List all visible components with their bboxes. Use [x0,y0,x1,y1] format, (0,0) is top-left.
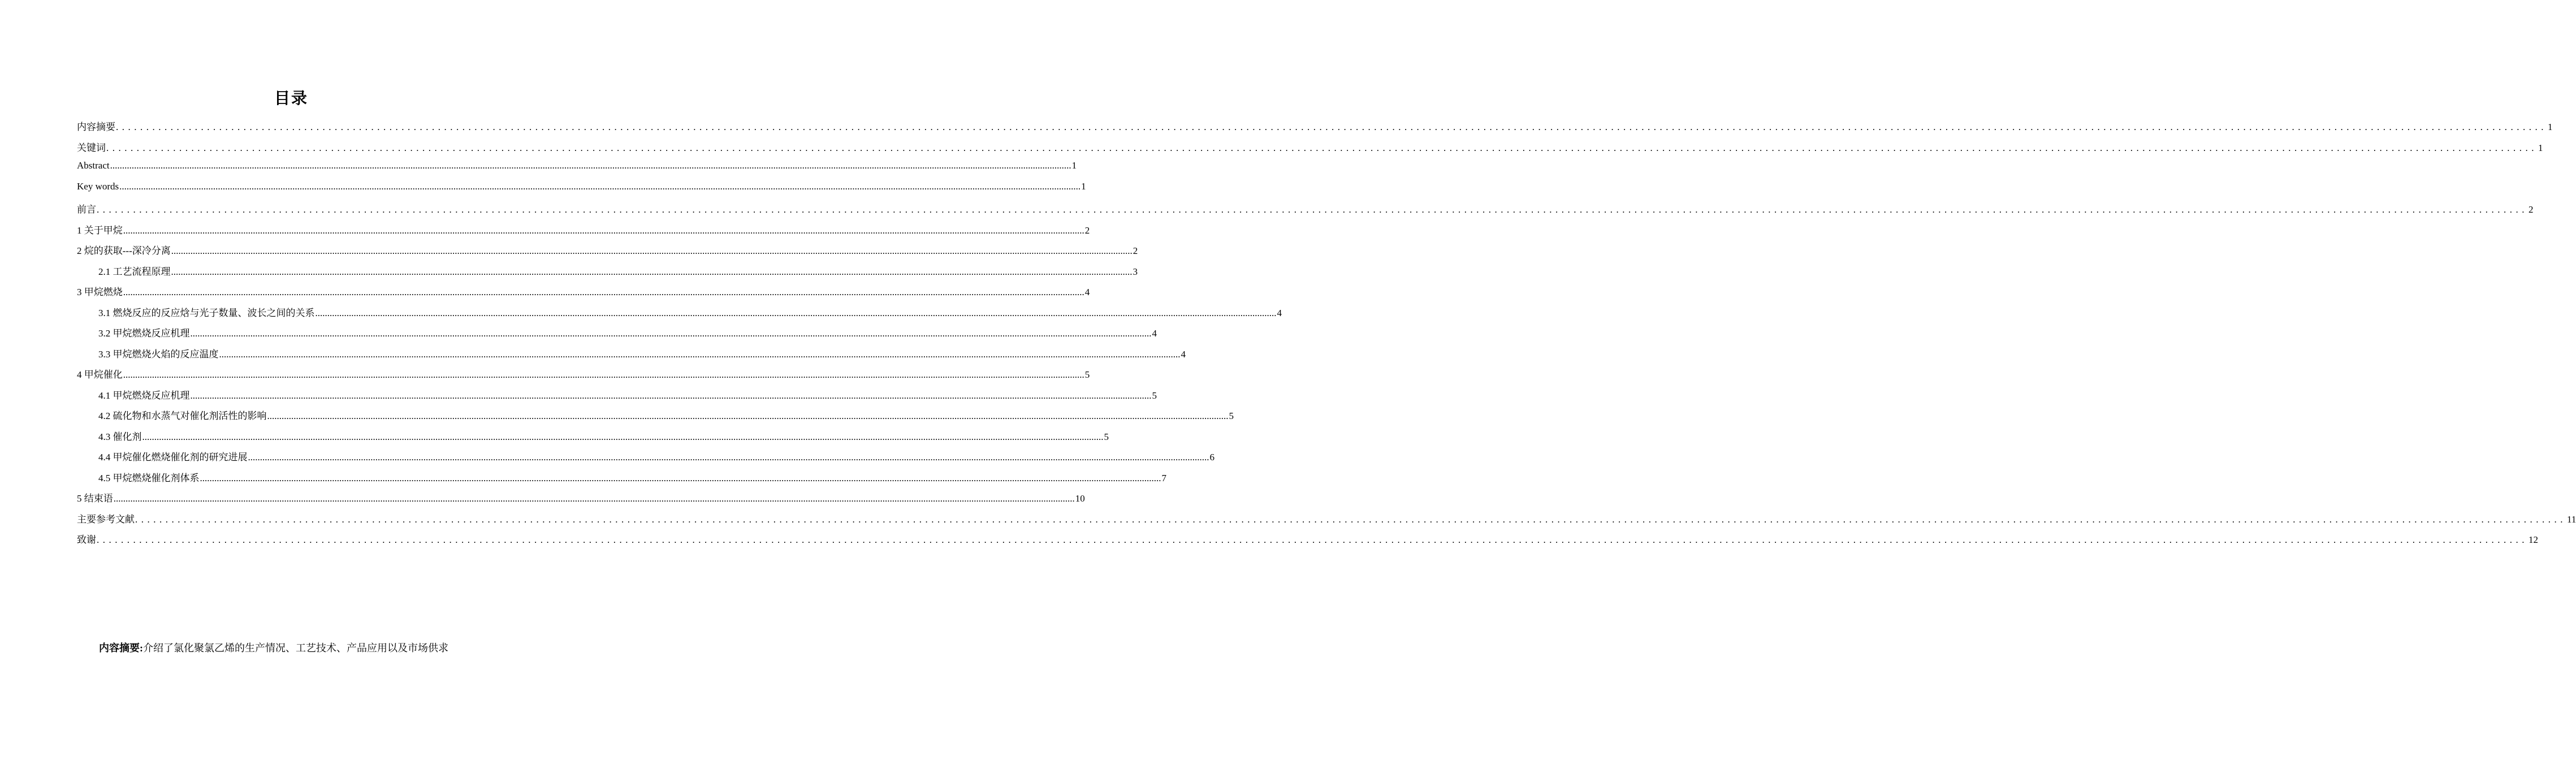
toc-dot-leader: ................................................................................................................................................................................................................................................................................................................................................................................................................ [97,204,2528,215]
toc-entry-title: 4.1 甲烷燃烧反应机理 [98,390,190,401]
toc-dot-leader: ................................................................................................................................................................................................................................................................................................................................................................................................................ [190,390,1152,401]
toc-dot-leader: ................................................................................................................................................................................................................................................................................................................................................................................................................ [110,160,1071,171]
toc-entry-title: 4.5 甲烷燃烧催化剂体系 [98,472,200,483]
toc-dot-leader: ................................................................................................................................................................................................................................................................................................................................................................................................................ [119,180,1081,192]
toc-entry[interactable] [77,346,1186,367]
toc-entry-title: Key words [77,180,119,192]
toc-entry-title: 1 关于甲烷 [77,224,123,236]
toc-entry-page: 7 [1161,472,1166,483]
toc-entry[interactable] [77,140,2543,161]
toc-entry[interactable] [77,243,1138,264]
toc-entry-page: 5 [1104,431,1109,442]
toc-dot-leader: ................................................................................................................................................................................................................................................................................................................................................................................................................ [123,287,1084,297]
toc-entry-page: 5 [1152,390,1157,401]
toc-entry-title: 3 甲烷燃烧 [77,287,123,297]
toc-entry-title: 主要参考文献 [77,513,135,525]
abstract-text: 介绍了氯化聚氯乙烯的生产情况、工艺技术、产品应用以及市场供求 [143,642,448,654]
toc-entry-page: 4 [1152,328,1157,339]
toc-entry[interactable] [77,222,1090,243]
toc-entry-page: 6 [1209,452,1214,463]
toc-dot-leader: ................................................................................................................................................................................................................................................................................................................................................................................................................ [123,224,1084,236]
page-title: 目录 [274,90,308,107]
toc-dot-leader: ................................................................................................................................................................................................................................................................................................................................................................................................................ [171,266,1133,277]
abstract-label: 内容摘要: [99,642,143,654]
toc-entry-page: 1 [1071,160,1077,171]
toc-entry-page: 4 [1181,348,1186,360]
toc-entry-title: 4.3 催化剂 [98,431,142,442]
toc-entry-title: 4 甲烷催化 [77,369,123,380]
toc-dot-leader: ................................................................................................................................................................................................................................................................................................................................................................................................................ [219,348,1181,360]
toc-dot-leader: ................................................................................................................................................................................................................................................................................................................................................................................................................ [113,493,1075,504]
toc-entry-title: 内容摘要 [77,122,115,132]
toc-entry[interactable] [77,429,1109,450]
toc-entry-title: 致谢 [77,534,96,545]
toc-dot-leader: ................................................................................................................................................................................................................................................................................................................................................................................................................ [142,431,1104,442]
toc-entry-page: 2 [1133,245,1138,256]
toc-dot-leader: ................................................................................................................................................................................................................................................................................................................................................................................................................ [123,369,1084,380]
toc-entry[interactable] [77,511,2576,532]
abstract-paragraph [99,640,473,655]
toc-entry[interactable] [77,325,1157,346]
table-of-contents [77,119,2576,552]
toc-dot-leader: ................................................................................................................................................................................................................................................................................................................................................................................................................ [267,411,1229,421]
toc-entry-page: 1 [2548,122,2553,132]
toc-entry[interactable] [77,387,1157,408]
toc-entry-title: 4.2 硫化物和水蒸气对催化剂活性的影响 [98,411,267,421]
toc-entry-page: 11 [2567,513,2576,525]
toc-entry-title: 3.3 甲烷燃烧火焰的反应温度 [98,348,219,360]
toc-dot-leader: ................................................................................................................................................................................................................................................................................................................................................................................................................ [106,142,2538,153]
toc-entry-page: 10 [1075,493,1085,504]
toc-entry-page: 2 [2529,204,2534,215]
toc-entry[interactable] [77,160,1077,181]
toc-dot-leader: ................................................................................................................................................................................................................................................................................................................................................................................................................ [248,452,1209,463]
toc-dot-leader: ................................................................................................................................................................................................................................................................................................................................................................................................................ [135,513,2566,525]
toc-entry-page: 2 [1084,224,1090,236]
toc-dot-leader: ................................................................................................................................................................................................................................................................................................................................................................................................................ [116,122,2547,132]
toc-entry-page: 5 [1229,411,1234,421]
toc-entry[interactable] [77,119,2553,140]
toc-entry-page: 4 [1277,307,1282,318]
toc-entry[interactable] [77,532,2538,552]
toc-entry-page: 1 [2538,142,2543,153]
toc-entry[interactable] [77,408,1234,429]
toc-dot-leader: ................................................................................................................................................................................................................................................................................................................................................................................................................ [200,472,1161,483]
toc-entry[interactable] [77,449,1214,470]
toc-entry-title: 4.4 甲烷催化燃烧催化剂的研究进展 [98,452,248,463]
toc-entry-page: 1 [1081,180,1086,192]
toc-entry-title: Abstract [77,160,110,171]
toc-dot-leader: ................................................................................................................................................................................................................................................................................................................................................................................................................ [97,534,2528,545]
toc-dot-leader: ................................................................................................................................................................................................................................................................................................................................................................................................................ [315,307,1277,318]
toc-entry-page: 5 [1084,369,1090,380]
toc-dot-leader: ................................................................................................................................................................................................................................................................................................................................................................................................................ [190,328,1152,339]
toc-entry[interactable] [77,305,1282,326]
toc-entry[interactable] [77,470,1166,491]
toc-entry[interactable] [77,201,2534,222]
toc-entry-page: 12 [2529,534,2538,545]
toc-entry-page: 4 [1084,287,1090,297]
toc-entry[interactable] [77,366,1090,387]
toc-entry[interactable] [77,284,1090,305]
toc-entry-title: 3.2 甲烷燃烧反应机理 [98,328,190,339]
toc-entry-title: 关键词 [77,142,106,153]
toc-dot-leader: ................................................................................................................................................................................................................................................................................................................................................................................................................ [171,245,1133,256]
toc-entry-title: 2.1 工艺流程原理 [98,266,171,277]
toc-entry-title: 前言 [77,204,96,215]
toc-entry-page: 3 [1133,266,1138,277]
toc-entry-title: 3.1 燃烧反应的反应焓与光子数量、波长之间的关系 [98,307,315,318]
toc-entry-title: 2 烷的获取---深冷分离 [77,245,171,256]
toc-entry[interactable] [77,180,1086,202]
toc-entry[interactable] [77,490,1085,511]
toc-entry-title: 5 结束语 [77,493,113,504]
toc-entry[interactable] [77,264,1138,284]
